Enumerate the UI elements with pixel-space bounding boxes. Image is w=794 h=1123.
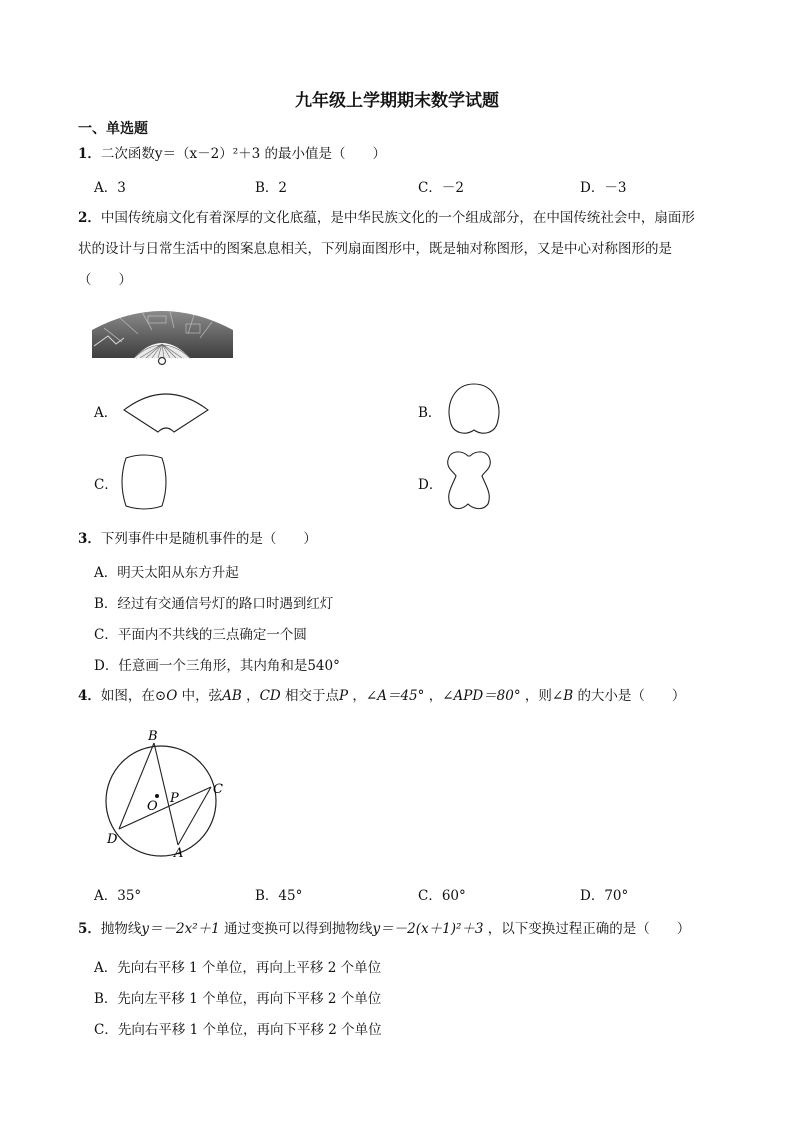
question-number: 2． (78, 210, 101, 226)
q5-option-a: A．先向右平移 1 个单位，再向上平移 2 个单位 (94, 960, 382, 976)
question-number: 3． (78, 531, 101, 547)
label-p: P (170, 791, 179, 806)
stem-text: 相交于点 (285, 688, 340, 704)
chord-ab: AB (222, 688, 242, 704)
label-c: C (213, 782, 223, 797)
label-o: O (147, 799, 158, 814)
question-stem-line: 状的设计与日常生活中的图案息息相关，下列扇面图形中，既是轴对称图形，又是中心对称图形的是 (78, 241, 672, 257)
question-5 (78, 919, 690, 939)
q4-option-a: A．35° (94, 888, 142, 904)
q4-option-d: D．70° (580, 888, 629, 904)
angle-b: B (563, 688, 574, 704)
question-stem: 二次函数y＝（x－2）²＋3 的最小值是（ ） (100, 146, 387, 162)
q5-option-b: B．先向左平移 1 个单位，再向下平移 2 个单位 (94, 991, 382, 1007)
fan-shape-d (442, 448, 498, 514)
q2-option-b: B． (418, 405, 442, 421)
label-b: B (148, 729, 158, 744)
q1-option-b: B．2 (255, 180, 288, 196)
q4-option-b: B．45° (255, 888, 303, 904)
fan-shape-b (444, 380, 504, 440)
section-heading: 一、单选题 (78, 121, 148, 137)
q1-option-c: C．－2 (418, 180, 464, 196)
stem-text: ， (246, 688, 260, 704)
stem-text: 通过变换可以得到抛物线 (224, 921, 373, 937)
q1-option-a: A．3 (94, 180, 126, 196)
equation-1: y＝－2x²＋1 (141, 921, 220, 937)
question-number: 4． (78, 688, 101, 704)
question-stem-line: 中国传统扇文化有着深厚的文化底蕴，是中华民族文化的一个组成部分，在中国传统社会中，扇面形 (100, 210, 695, 226)
q4-option-c: C．60° (418, 888, 466, 904)
equation-2: y＝－2(x＋1)²＋3 (372, 921, 484, 937)
stem-text: ，则∠ (524, 688, 564, 704)
label-a: A (174, 846, 184, 861)
question-4 (78, 686, 685, 706)
stem-text: ， (428, 688, 443, 704)
q5-option-c: C．先向右平移 1 个单位，再向下平移 2 个单位 (94, 1022, 382, 1038)
question-number: 5． (78, 921, 101, 937)
fan-shape-c (118, 454, 174, 512)
q2-option-d: D． (418, 477, 443, 493)
label-d: D (107, 832, 118, 847)
question-2 (78, 206, 758, 226)
stem-text: ， (352, 688, 366, 704)
q3-option-b: B．经过有交通信号灯的路口时遇到红灯 (94, 596, 334, 612)
chord-cd: CD (259, 688, 281, 704)
point-p: P (339, 688, 349, 704)
stem-text: 中，弦 (181, 688, 223, 704)
angle-apd: ∠APD＝80° (442, 688, 521, 704)
question-3 (78, 529, 317, 549)
stem-text: ，以下变换过程正确的是（ ） (487, 921, 691, 937)
angle-a: ∠A＝45° (365, 688, 425, 704)
q2-option-a: A． (94, 405, 118, 421)
stem-text: 抛物线 (100, 921, 142, 937)
stem-text: 如图，在⊙ (100, 688, 167, 704)
fan-picture (90, 298, 235, 364)
q3-option-d: D．任意画一个三角形，其内角和是540° (94, 658, 340, 674)
fan-shape-a (122, 386, 212, 436)
q1-option-d: D．－3 (580, 180, 627, 196)
circle-diagram (98, 724, 238, 864)
stem-text: 的大小是（ ） (577, 688, 686, 704)
question-stem-line: （ ） (78, 272, 132, 288)
q3-option-a: A．明天太阳从东方升起 (94, 565, 239, 581)
question-1 (78, 144, 386, 164)
q3-option-c: C．平面内不共线的三点确定一个圆 (94, 627, 307, 643)
question-number: 1． (78, 146, 101, 162)
page-title: 九年级上学期期末数学试题 (295, 91, 499, 111)
circle-o: O (166, 688, 178, 704)
q2-option-c: C． (94, 477, 118, 493)
question-stem: 下列事件中是随机事件的是（ ） (100, 531, 317, 547)
